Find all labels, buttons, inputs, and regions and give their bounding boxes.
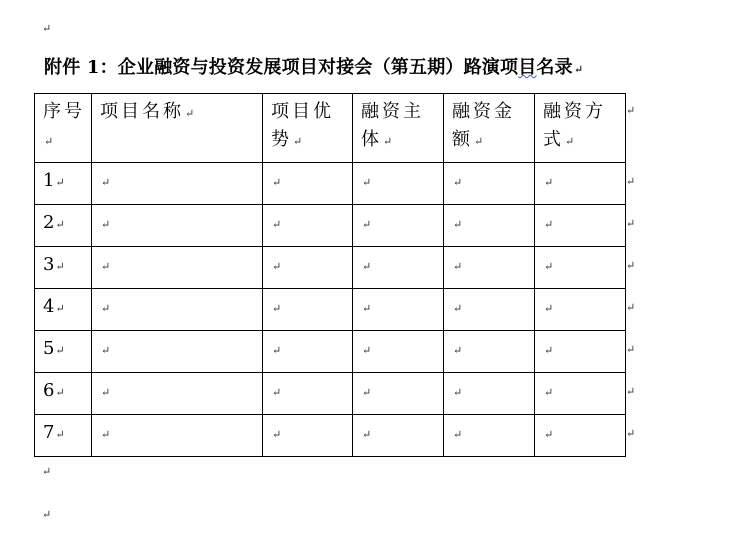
cell-financing-method[interactable]: ↵: [535, 373, 626, 415]
cell-financing-method[interactable]: ↵: [535, 247, 626, 289]
cell-index: 6↵: [35, 373, 92, 415]
header-financing-entity: 融资主体↵: [353, 94, 444, 163]
cell-project-name[interactable]: ↵: [92, 163, 263, 205]
row-end-mark: ↵: [626, 216, 636, 230]
cell-financing-amount[interactable]: ↵: [444, 247, 535, 289]
table-row: [35, 205, 626, 247]
cell-index: 7↵: [35, 415, 92, 457]
title-text-end: 名录: [536, 57, 573, 78]
document-title: [44, 54, 583, 82]
table-row: [35, 415, 626, 457]
paragraph-mark-after-table-1: ↵: [42, 465, 52, 478]
row-end-mark: ↵: [626, 103, 636, 117]
cell-index: 2↵: [35, 205, 92, 247]
paragraph-mark-top: ↵: [42, 22, 52, 35]
header-project-advantage: 项目优势↵: [263, 94, 353, 163]
cell-index: 3↵: [35, 247, 92, 289]
cell-financing-amount[interactable]: ↵: [444, 289, 535, 331]
cell-financing-entity[interactable]: ↵: [353, 247, 444, 289]
table-row: [35, 331, 626, 373]
row-end-mark: ↵: [626, 342, 636, 356]
cell-project-advantage[interactable]: ↵: [263, 163, 353, 205]
title-text-spellcheck: 目: [518, 57, 537, 78]
cell-project-advantage[interactable]: ↵: [263, 289, 353, 331]
header-financing-amount: 融资金额↵: [444, 94, 535, 163]
cell-project-advantage[interactable]: ↵: [263, 205, 353, 247]
cell-project-name[interactable]: ↵: [92, 289, 263, 331]
header-project-name: 项目名称↵: [92, 94, 263, 163]
cell-project-advantage[interactable]: ↵: [263, 373, 353, 415]
cell-financing-method[interactable]: ↵: [535, 331, 626, 373]
cell-project-advantage[interactable]: ↵: [263, 415, 353, 457]
cell-financing-entity[interactable]: ↵: [353, 205, 444, 247]
cell-financing-amount[interactable]: ↵: [444, 415, 535, 457]
cell-financing-method[interactable]: ↵: [535, 163, 626, 205]
cell-project-name[interactable]: ↵: [92, 331, 263, 373]
cell-financing-amount[interactable]: ↵: [444, 331, 535, 373]
project-table: [34, 93, 626, 457]
cell-financing-entity[interactable]: ↵: [353, 373, 444, 415]
paragraph-mark-after-table-2: ↵: [42, 508, 52, 521]
cell-index: 5↵: [35, 331, 92, 373]
table-row: [35, 247, 626, 289]
cell-project-advantage[interactable]: ↵: [263, 331, 353, 373]
header-index: 序号↵: [35, 94, 92, 163]
cell-financing-amount[interactable]: ↵: [444, 373, 535, 415]
cell-project-name[interactable]: ↵: [92, 247, 263, 289]
cell-project-advantage[interactable]: ↵: [263, 247, 353, 289]
title-text: 附件 1：企业融资与投资发展项目对接会（第五期）路演项: [44, 57, 519, 78]
cell-financing-entity[interactable]: ↵: [353, 289, 444, 331]
row-end-mark: ↵: [626, 426, 636, 440]
cell-project-name[interactable]: ↵: [92, 373, 263, 415]
cell-project-name[interactable]: ↵: [92, 205, 263, 247]
table-row: [35, 163, 626, 205]
row-end-mark: ↵: [626, 174, 636, 188]
cell-financing-amount[interactable]: ↵: [444, 163, 535, 205]
cell-index: 1↵: [35, 163, 92, 205]
cell-financing-entity[interactable]: ↵: [353, 415, 444, 457]
header-financing-method: 融资方式↵: [535, 94, 626, 163]
row-end-mark: ↵: [626, 300, 636, 314]
cell-financing-entity[interactable]: ↵: [353, 331, 444, 373]
row-end-mark: ↵: [626, 384, 636, 398]
paragraph-mark-title: ↵: [573, 63, 584, 76]
cell-financing-method[interactable]: ↵: [535, 415, 626, 457]
table-row: [35, 373, 626, 415]
cell-index: 4↵: [35, 289, 92, 331]
table-header-row: [35, 94, 626, 163]
cell-project-name[interactable]: ↵: [92, 415, 263, 457]
row-end-mark: ↵: [626, 258, 636, 272]
table-row: [35, 289, 626, 331]
cell-financing-method[interactable]: ↵: [535, 289, 626, 331]
cell-financing-amount[interactable]: ↵: [444, 205, 535, 247]
cell-financing-method[interactable]: ↵: [535, 205, 626, 247]
cell-financing-entity[interactable]: ↵: [353, 163, 444, 205]
